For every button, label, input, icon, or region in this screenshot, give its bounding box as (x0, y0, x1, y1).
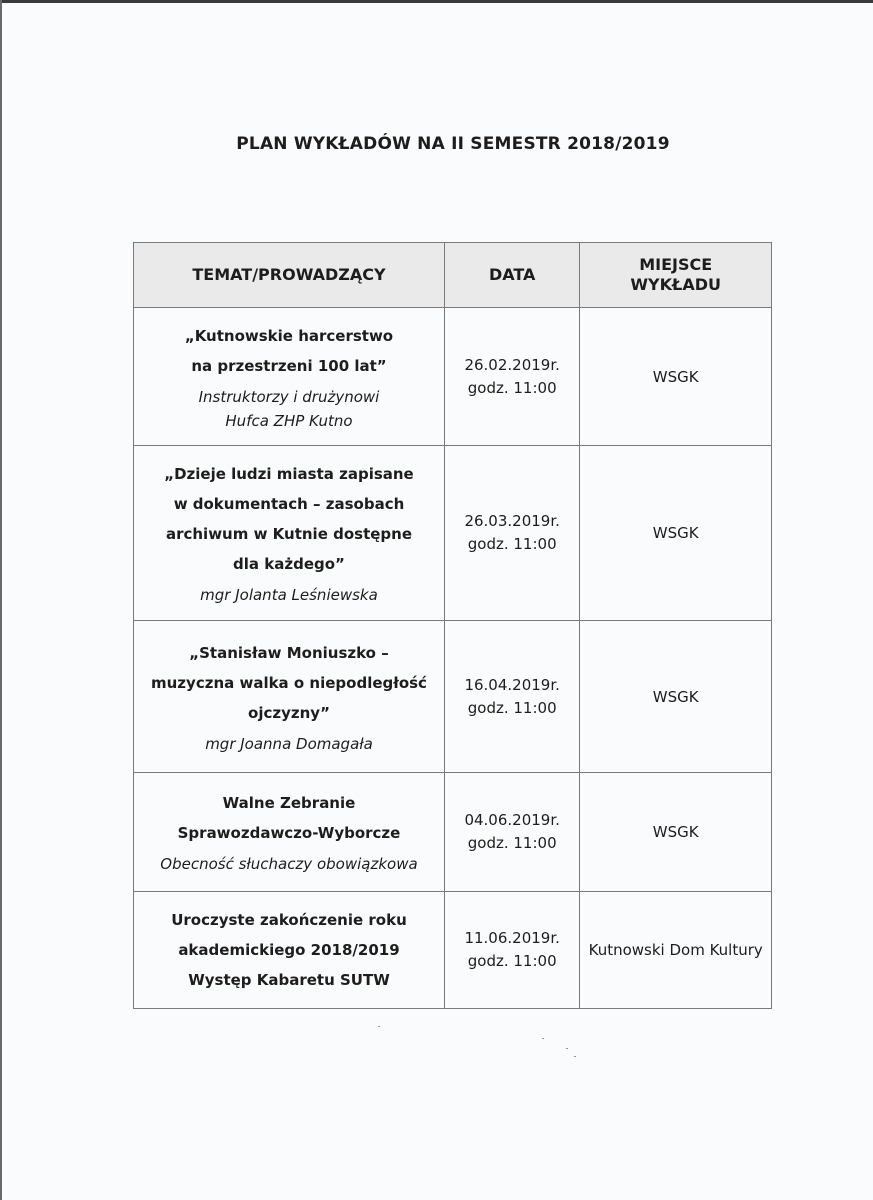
topic-cell (134, 446, 445, 621)
topic-title-line: na przestrzeni 100 lat” (191, 356, 387, 375)
lecture-date: 26.03.2019r. (464, 512, 560, 530)
topic-lecturer (140, 732, 438, 756)
header-date: DATA (444, 243, 579, 308)
table-header-row (134, 243, 772, 308)
topic-title-line: „Kutnowskie harcerstwo (184, 326, 394, 345)
topic-cell (134, 621, 445, 773)
table-row (134, 446, 772, 621)
table-row (134, 773, 772, 892)
lecture-time: godz. 11:00 (467, 535, 557, 553)
date-cell (444, 773, 579, 892)
header-place-line1: MIEJSCE (639, 255, 713, 274)
lecture-date: 26.02.2019r. (464, 355, 560, 374)
page-title: PLAN WYKŁADÓW NA II SEMESTR 2018/2019 (236, 134, 670, 154)
topic-title-line: „Stanisław Moniuszko – (189, 643, 389, 662)
lecturer-line: Hufca ZHP Kutno (225, 411, 353, 430)
topic-title-line: dla każdego” (233, 555, 345, 573)
topic-title-line: Występ Kabaretu SUTW (188, 971, 390, 989)
place-cell: Kutnowski Dom Kultury (580, 892, 772, 1009)
date-cell (444, 621, 579, 773)
topic-title (140, 788, 438, 848)
scan-speck (566, 1048, 568, 1049)
topic-title-line: „Dzieje ludzi miasta zapisane (164, 465, 414, 483)
lecture-time: godz. 11:00 (467, 378, 557, 397)
topic-title-line: akademickiego 2018/2019 (178, 941, 400, 959)
topic-cell (134, 308, 445, 446)
topic-title-line: ojczyzny” (248, 703, 330, 722)
topic-title-line: Sprawozdawczo-Wyborcze (177, 824, 401, 842)
header-topic: TEMAT/PROWADZĄCY (134, 243, 445, 308)
scan-speck (574, 1056, 576, 1057)
header-place-line2: WYKŁADU (630, 275, 721, 294)
lecture-date: 11.06.2019r. (464, 929, 560, 947)
lecture-schedule-table (133, 242, 772, 1009)
place-cell: WSGK (580, 446, 772, 621)
topic-title (140, 905, 438, 995)
place-cell: WSGK (580, 621, 772, 773)
topic-title-line: Uroczyste zakończenie roku (171, 911, 407, 929)
lecture-date: 16.04.2019r. (464, 675, 560, 694)
topic-title (140, 321, 438, 381)
scan-speck (542, 1038, 544, 1039)
topic-title-line: muzyczna walka o niepodległość (151, 673, 427, 692)
lecturer-line: Instruktorzy i drużynowi (198, 387, 380, 406)
lecture-time: godz. 11:00 (467, 834, 557, 852)
lecturer-line: mgr Joanna Domagała (205, 734, 373, 753)
topic-title (140, 459, 438, 579)
lecture-time: godz. 11:00 (467, 698, 557, 717)
scan-edge-top (0, 0, 873, 3)
table-row (134, 892, 772, 1009)
date-cell (444, 892, 579, 1009)
scan-speck (378, 1026, 380, 1027)
topic-title-line: Walne Zebranie (222, 794, 356, 812)
place-cell: WSGK (580, 308, 772, 446)
topic-title-line: w dokumentach – zasobach (173, 495, 405, 513)
topic-title (140, 638, 438, 728)
lecturer-line: Obecność słuchaczy obowiązkowa (160, 855, 418, 873)
topic-lecturer (140, 583, 438, 607)
lecturer-line: mgr Jolanta Leśniewska (200, 586, 378, 604)
place-cell: WSGK (580, 773, 772, 892)
header-place (580, 243, 772, 308)
date-cell (444, 308, 579, 446)
topic-lecturer (140, 852, 438, 876)
lecture-time: godz. 11:00 (467, 952, 557, 970)
table-row (134, 621, 772, 773)
scan-edge-left (0, 0, 2, 1200)
table-row (134, 308, 772, 446)
topic-cell (134, 892, 445, 1009)
topic-title-line: archiwum w Kutnie dostępne (165, 525, 412, 543)
lecture-date: 04.06.2019r. (464, 811, 560, 829)
date-cell (444, 446, 579, 621)
topic-cell (134, 773, 445, 892)
topic-lecturer (140, 385, 438, 433)
